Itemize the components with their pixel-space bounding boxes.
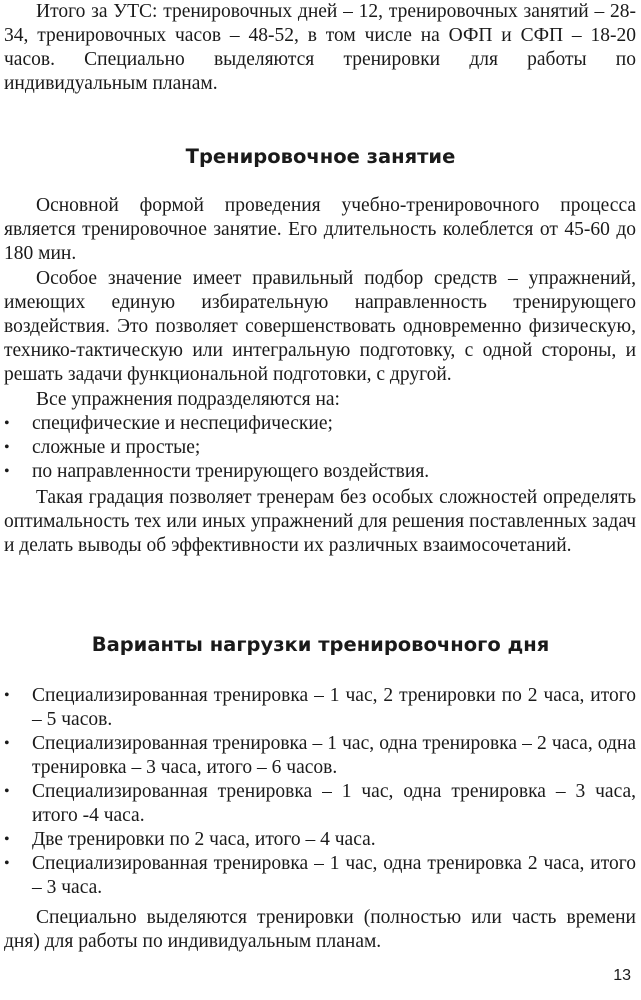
list-item: • Специализированная тренировка – 1 час, одна тренировка – 3 часа, итого -4 часа. [4, 780, 636, 828]
list-item: • Специализированная тренировка – 1 час, одна тренировка – 2 часа, одна тренировка – 3 часа, итого – 6 часов. [4, 732, 636, 780]
list-item: • по направленности тренирующего воздействия. [4, 460, 636, 484]
list-item: • Две тренировки по 2 часа, итого – 4 часа. [4, 828, 636, 852]
list-item: • Специализированная тренировка – 1 час, одна тренировка 2 часа, итого – 3 часа. [4, 852, 636, 900]
paragraph-exercises-intro: Все упражнения подразделяются на: [36, 389, 340, 410]
paragraph-main-form: Основной формой проведения учебно-тренировочного процесса является тренировочное занятие. Его длительность колеблется от 45-60 до 180 мин. [4, 195, 636, 264]
list-item: • сложные и простые; [4, 436, 636, 460]
paragraph-selection: Особое значение имеет правильный подбор средств – упражнений, имеющих единую избирательную направленность тренирующего воздействия. Это позволяет совершенствовать одновременно физическую, технико-тактическую или интегральную подготовку, с одной стороны, и решать задачи функциональной подготовки, с другой. [4, 268, 636, 385]
section-heading-training-session: Тренировочное занятие [185, 145, 456, 168]
paragraph-gradation: Такая градация позволяет тренерам без особых сложностей определять оптимальность тех или иных упражнений для решения поставленных задач и делать выводы об эффективности их различных взаимосочетаний. [4, 487, 636, 556]
list-item: • специфические и неспецифические; [4, 412, 636, 436]
closing-paragraph: Специально выделяются тренировки (полностью или часть времени дня) для работы по индивидуальным планам. [4, 907, 636, 952]
intro-paragraph: Итого за УТС: тренировочных дней – 12, тренировочных занятий – 28-34, тренировочных часов – 48-52, в том числе на ОФП и СФП – 18-20 часов. Специально выделяются тренировки для работы по индивидуальным планам. [4, 1, 636, 94]
page-number: 13 [613, 967, 631, 984]
list-item: • Специализированная тренировка – 1 час, 2 тренировки по 2 часа, итого – 5 часов. [4, 684, 636, 732]
exercise-types-list [4, 412, 636, 484]
load-variants-list [4, 684, 636, 900]
section-heading-load-variants: Варианты нагрузки тренировочного дня [91, 633, 550, 656]
